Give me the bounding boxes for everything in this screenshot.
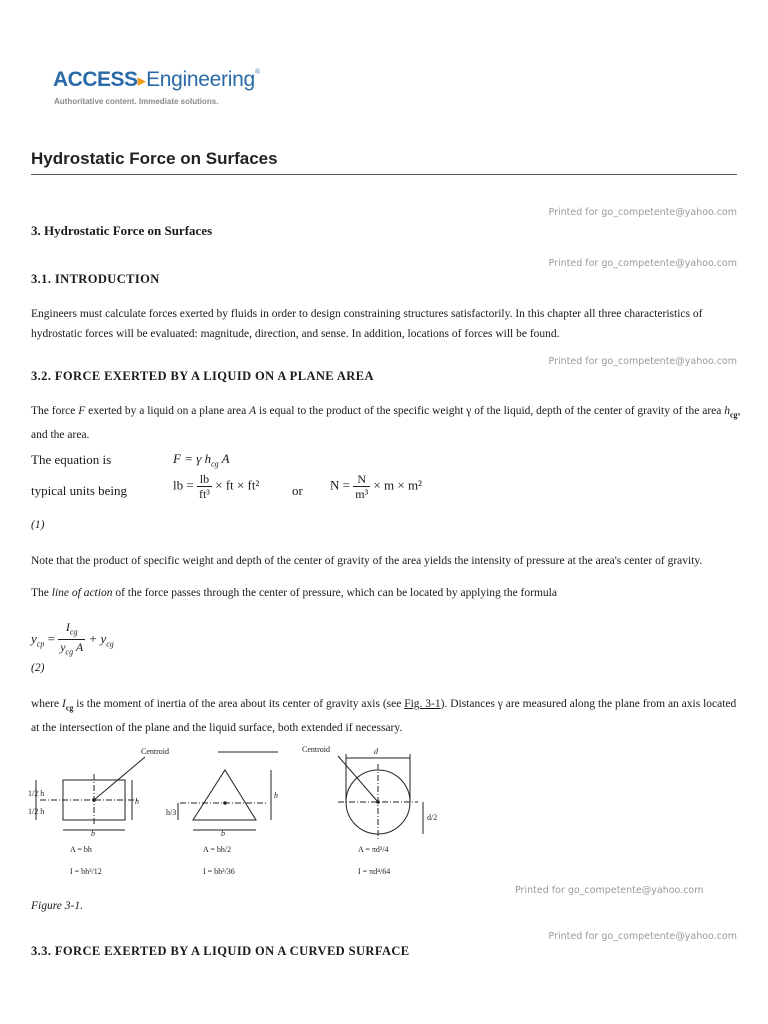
triangle-centroid-dot bbox=[223, 801, 227, 805]
equation-text: × ft × ft² bbox=[215, 477, 260, 493]
subscript-cg: cg bbox=[69, 627, 78, 637]
circle-centroid-dot bbox=[376, 800, 380, 804]
formula-y: y bbox=[31, 630, 37, 646]
triangle-shape bbox=[193, 770, 256, 820]
rect-half-h-label-top: 1/2 h bbox=[28, 789, 45, 798]
fraction-I-over-yA bbox=[58, 620, 85, 660]
where-paragraph bbox=[31, 694, 741, 738]
rect-inertia-formula: I = bh³/12 bbox=[70, 867, 102, 876]
text-span: , and the area. bbox=[31, 405, 741, 442]
logo-arrow-icon: ▸ bbox=[137, 71, 147, 90]
text-span: is the moment of inertia of the area about its center of gravity axis (see bbox=[73, 698, 405, 710]
logo-engineering-text: Engineering bbox=[146, 68, 255, 91]
line-of-action-paragraph bbox=[31, 583, 741, 603]
tri-h-label: h bbox=[274, 791, 278, 800]
equation-number-2: (2) bbox=[31, 662, 45, 674]
equation-text: A bbox=[218, 451, 230, 466]
fraction-lb-ft3 bbox=[197, 472, 212, 501]
tri-h3-label: h/3 bbox=[166, 808, 177, 817]
chapter-heading: 3. Hydrostatic Force on Surfaces bbox=[31, 223, 213, 238]
section-heading-plane-area: 3.2. FORCE EXERTED BY A LIQUID ON A PLANE AREA bbox=[31, 369, 374, 383]
section-heading-curved-surface: 3.3. FORCE EXERTED BY A LIQUID ON A CURVED SURFACE bbox=[31, 944, 410, 958]
subscript-cg: cg bbox=[211, 459, 219, 469]
page-title: Hydrostatic Force on Surfaces bbox=[31, 149, 278, 168]
units-label: typical units being bbox=[31, 483, 128, 498]
fraction-numerator: N bbox=[353, 472, 370, 487]
subscript-cp: cp bbox=[36, 639, 45, 649]
text-span: The force bbox=[31, 405, 79, 417]
var-F: F bbox=[78, 405, 86, 417]
circle-centroid-leader bbox=[338, 756, 378, 802]
equation-label: The equation is bbox=[31, 452, 112, 467]
rectangle-centroid-dot bbox=[92, 798, 96, 802]
access-engineering-logo bbox=[53, 68, 260, 92]
equation-number-1: (1) bbox=[31, 519, 45, 531]
formula-A: A bbox=[73, 640, 84, 655]
printed-for-watermark: Printed for go_competente@yahoo.com bbox=[548, 931, 737, 942]
equation-text: F = γ h bbox=[173, 451, 212, 466]
var-I: I bbox=[61, 698, 66, 710]
subscript-cg: cg bbox=[106, 639, 114, 649]
tri-b-label: b bbox=[221, 829, 225, 838]
equation-text: lb = bbox=[173, 477, 194, 493]
subscript-cg: cg bbox=[730, 410, 738, 420]
formula-equals: = bbox=[47, 630, 55, 646]
circ-d2-label: d/2 bbox=[427, 813, 438, 822]
circ-d-label: d bbox=[374, 747, 378, 756]
tri-area-formula: A = bh/2 bbox=[203, 845, 232, 854]
tri-inertia-formula: I = bh³/36 bbox=[203, 867, 235, 876]
text-span: exerted by a liquid on a plane area bbox=[85, 405, 250, 417]
formula-y: y bbox=[60, 640, 66, 655]
text-span: ). Distances γ are measured along the plane from an axis located at the intersection of the plane and the liquid surface, both extended if necessary. bbox=[31, 698, 737, 735]
var-h: h bbox=[724, 405, 730, 417]
note-paragraph: Note that the product of specific weight and depth of the center of gravity of the area yields the intensity of pressure at the area's center of gravity. bbox=[31, 555, 703, 567]
logo-registered-mark: ® bbox=[254, 68, 261, 76]
circ-inertia-formula: I = πd⁴/64 bbox=[358, 867, 391, 876]
subscript-cg: cg bbox=[65, 703, 74, 713]
text-span: The bbox=[31, 587, 52, 599]
fraction-N-m3 bbox=[353, 472, 370, 501]
figure-3-1-link[interactable]: Fig. 3-1 bbox=[404, 698, 441, 710]
section-heading-introduction: 3.1. INTRODUCTION bbox=[31, 272, 160, 286]
logo-tagline: Authoritative content. Immediate solutions. bbox=[54, 97, 219, 106]
fraction-numerator bbox=[58, 620, 85, 640]
fraction-denominator: m³ bbox=[355, 487, 369, 501]
text-span: where bbox=[31, 698, 62, 710]
formula-I: I bbox=[65, 620, 70, 634]
center-of-pressure-formula bbox=[31, 620, 114, 660]
rect-area-formula: A = bh bbox=[70, 845, 92, 854]
subscript-cg: cg bbox=[65, 647, 74, 657]
var-A: A bbox=[249, 405, 257, 417]
text-span: of the force passes through the center of pressure, which can be located by applying the formula bbox=[112, 587, 557, 599]
rectangle-centroid-leader bbox=[94, 757, 145, 800]
logo-access-text: ACCESS bbox=[53, 68, 138, 91]
units-lb-equation bbox=[173, 472, 259, 501]
rect-h-label: h bbox=[135, 797, 139, 806]
title-divider bbox=[31, 174, 737, 175]
equation-text: N = bbox=[330, 477, 350, 493]
emphasis-line-of-action: line of action bbox=[51, 587, 113, 599]
rect-b-label: b bbox=[91, 829, 95, 838]
formula-plus-y: + y bbox=[88, 630, 107, 646]
equation-text: × m × m² bbox=[373, 477, 422, 493]
printed-for-watermark: Printed for go_competente@yahoo.com bbox=[548, 258, 737, 269]
intro-paragraph: Engineers must calculate forces exerted by fluids in order to design constraining structures satisfactorily. In this chapter all three characteristics of hydrostatic forces will be evaluated: magnitude, direction, and sense. In addition, locations of forces will be found. bbox=[31, 308, 703, 340]
units-N-equation bbox=[330, 472, 422, 501]
centroid-label-2: Centroid bbox=[302, 745, 330, 754]
fraction-numerator: lb bbox=[197, 472, 212, 487]
printed-for-watermark: Printed for go_competente@yahoo.com bbox=[515, 885, 704, 896]
fraction-denominator bbox=[58, 640, 85, 659]
units-or: or bbox=[292, 483, 303, 498]
figure-caption: Figure 3-1. bbox=[31, 900, 83, 912]
equation-force bbox=[173, 451, 230, 469]
rect-half-h-label-bottom: 1/2 h bbox=[28, 807, 45, 816]
text-span: is equal to the product of the specific weight γ of the liquid, depth of the center of gravity of the area bbox=[256, 405, 725, 417]
printed-for-watermark: Printed for go_competente@yahoo.com bbox=[548, 356, 737, 367]
circ-area-formula: A = πd²/4 bbox=[358, 845, 389, 854]
figure-3-1 bbox=[28, 740, 458, 890]
force-paragraph bbox=[31, 401, 741, 445]
centroid-label-1: Centroid bbox=[141, 747, 169, 756]
printed-for-watermark: Printed for go_competente@yahoo.com bbox=[548, 207, 737, 218]
fraction-denominator: ft³ bbox=[198, 487, 210, 501]
